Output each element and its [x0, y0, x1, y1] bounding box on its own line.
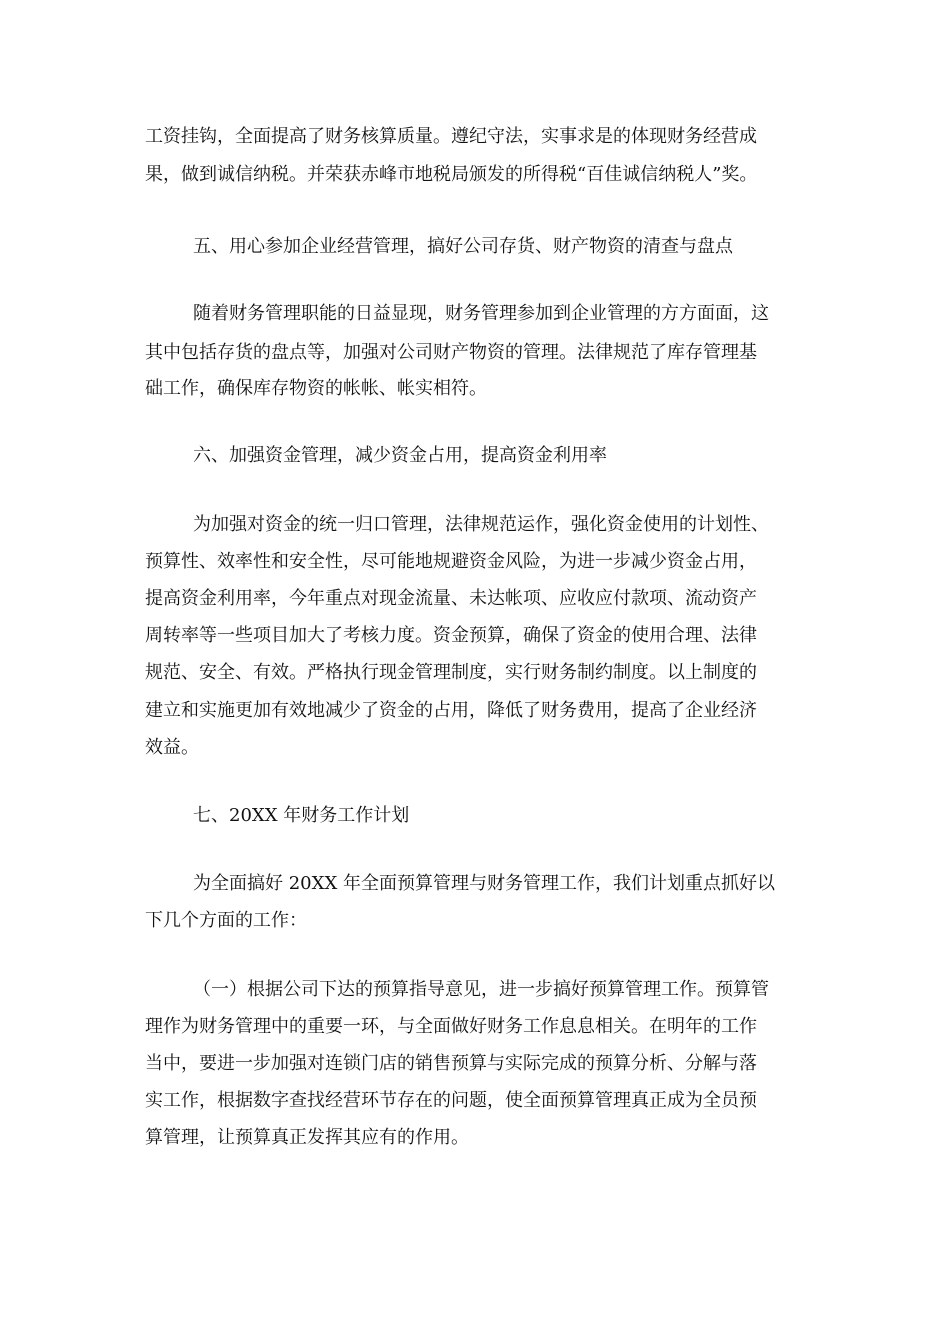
body-line: 实工作，根据数字查找经营环节存在的问题，使全面预算管理真正成为全员预 [145, 1090, 757, 1111]
body-line: 果，做到诚信纳税。并荣获赤峰市地税局颁发的所得税“百佳诚信纳税人”奖。 [145, 164, 758, 185]
body-line: 预算性、效率性和安全性，尽可能地规避资金风险，为进一步减少资金占用， [145, 551, 757, 572]
body-line: 工资挂钩，全面提高了财务核算质量。遵纪守法，实事求是的体现财务经营成 [145, 126, 757, 147]
body-line: 随着财务管理职能的日益显现，财务管理参加到企业管理的方方面面，这 [193, 303, 769, 324]
section-heading: 六、加强资金管理，减少资金占用，提高资金利用率 [193, 445, 607, 466]
body-line: 建立和实施更加有效地减少了资金的占用，降低了财务费用，提高了企业经济 [145, 700, 757, 721]
body-line: 为加强对资金的统一归口管理，法律规范运作，强化资金使用的计划性、 [193, 514, 769, 535]
body-line: 础工作，确保库存物资的帐帐、帐实相符。 [145, 378, 487, 399]
body-line: 其中包括存货的盘点等，加强对公司财产物资的管理。法律规范了库存管理基 [145, 342, 757, 363]
body-line: 当中，要进一步加强对连锁门店的销售预算与实际完成的预算分析、分解与落 [145, 1053, 757, 1074]
body-line: （一）根据公司下达的预算指导意见，进一步搞好预算管理工作。预算管 [193, 979, 769, 1000]
section-heading: 五、用心参加企业经营管理，搞好公司存货、财产物资的清查与盘点 [193, 236, 733, 257]
body-line: 周转率等一些项目加大了考核力度。资金预算，确保了资金的使用合理、法律 [145, 625, 757, 646]
body-line: 规范、安全、有效。严格执行现金管理制度，实行财务制约制度。以上制度的 [145, 662, 757, 683]
body-line: 理作为财务管理中的重要一环，与全面做好财务工作息息相关。在明年的工作 [145, 1016, 757, 1037]
body-line: 下几个方面的工作： [145, 910, 307, 931]
body-line: 算管理，让预算真正发挥其应有的作用。 [145, 1127, 469, 1148]
body-line: 提高资金利用率，今年重点对现金流量、未达帐项、应收应付款项、流动资产 [145, 588, 757, 609]
body-line: 效益。 [145, 737, 199, 758]
body-line: 为全面搞好 20XX 年全面预算管理与财务管理工作，我们计划重点抓好以 [193, 873, 775, 894]
section-heading: 七、20XX 年财务工作计划 [193, 805, 410, 826]
